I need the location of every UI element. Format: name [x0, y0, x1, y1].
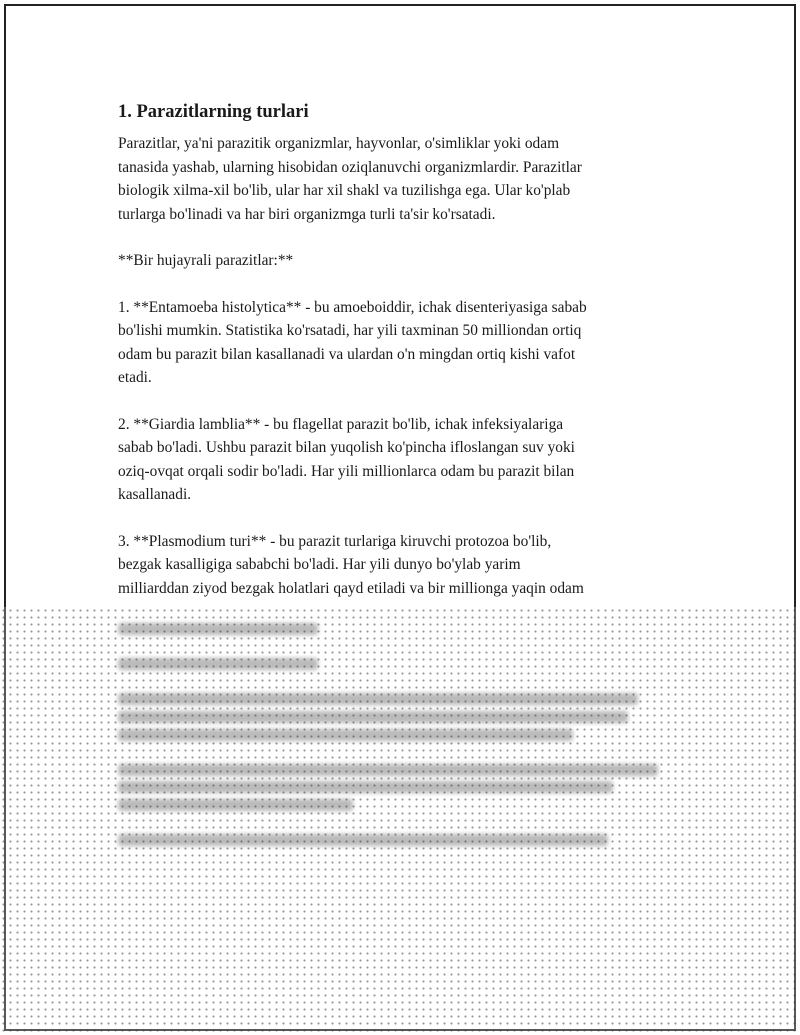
blurred-body: [118, 623, 698, 846]
blurred-line: [118, 693, 638, 705]
text-line: oziq-ovqat orqali sodir bo'ladi. Har yili millionlarca odam bu parazit bilan: [118, 462, 575, 480]
blurred-line: [118, 623, 318, 635]
text-line: Parazitlar, ya'ni parazitik organizmlar, hayvonlar, o'simliklar yoki odam: [118, 135, 560, 152]
blurred-paragraph: [118, 658, 698, 670]
text-line: etadi.: [118, 369, 152, 386]
visible-body: [118, 132, 698, 600]
paragraph: [118, 132, 698, 226]
text-line: sabab bo'ladi. Ushbu parazit bilan yuqolish ko'pincha ifloslangan suv yoki: [118, 439, 575, 456]
text-line: 3. **Plasmodium turi** - bu parazit turlariga kiruvchi protozoa bo'lib,: [118, 532, 552, 550]
document-content: [118, 88, 698, 869]
text-line: bo'lishi mumkin. Statistika ko'rsatadi, har yili taxminan 50 milliondan ortiq: [118, 322, 582, 339]
blurred-paragraph: [118, 834, 698, 846]
text-line: turlarga bo'linadi va har biri organizmga turli ta'sir ko'rsatadi.: [118, 205, 496, 223]
paragraph: [118, 296, 698, 390]
paragraph: [118, 413, 698, 507]
text-line: 1. **Entamoeba histolytica** - bu amoeboiddir, ichak disenteriyasiga sabab: [118, 298, 587, 316]
text-line: 2. **Giardia lamblia** - bu flagellat parazit bo'lib, ichak infeksiyalariga: [118, 415, 564, 433]
blurred-paragraph: [118, 623, 698, 635]
document-page: [4, 4, 796, 1031]
text-line: bezgak kasalligiga sababchi bo'ladi. Har yili dunyo bo'ylab yarim: [118, 556, 521, 573]
text-line: biologik xilma-xil bo'lib, ular har xil shakl va tuzilishga ega. Ular ko'plab: [118, 182, 571, 199]
text-line: **Bir hujayrali parazitlar:**: [118, 252, 294, 269]
text-line: milliarddan ziyod bezgak holatlari qayd etiladi va bir millionga yaqin odam: [118, 579, 584, 597]
text-line: tanasida yashab, ularning hisobidan oziqlanuvchi organizmlardir. Parazitlar: [118, 158, 582, 176]
paragraph: [118, 530, 698, 601]
text-line: kasallanadi.: [118, 486, 192, 503]
blurred-line: [118, 799, 353, 811]
blurred-line: [118, 764, 658, 776]
blurred-paragraph: [118, 693, 698, 741]
text-line: odam bu parazit bilan kasallanadi va ulardan o'n mingdan ortiq kishi vafot: [118, 345, 576, 363]
blurred-line: [118, 729, 573, 741]
paragraph: [118, 249, 698, 273]
section-heading: 1. Parazitlarning turlari: [118, 102, 309, 122]
blurred-paragraph: [118, 764, 698, 812]
blurred-line: [118, 658, 318, 670]
blurred-line: [118, 834, 608, 846]
blurred-line: [118, 781, 613, 793]
blurred-line: [118, 711, 628, 723]
